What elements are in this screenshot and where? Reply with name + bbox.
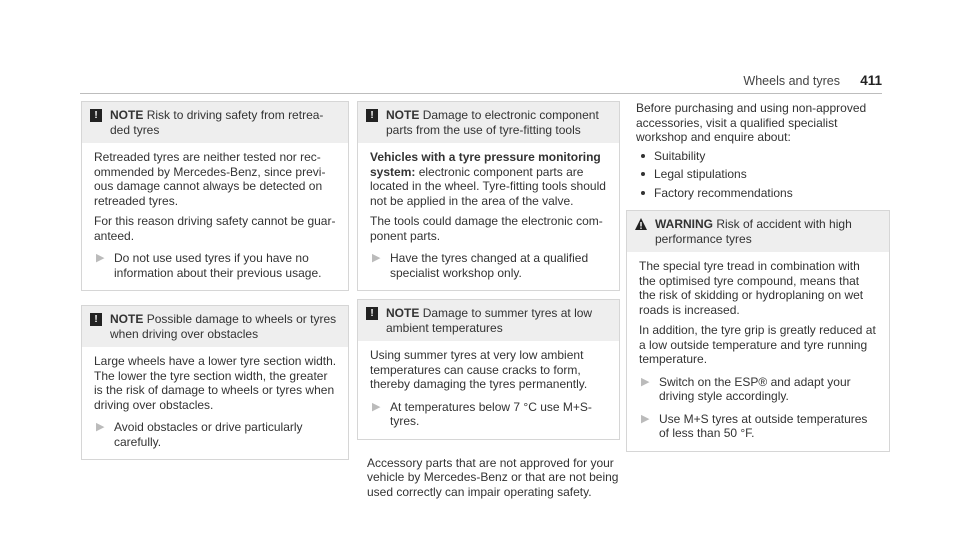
note-text: Using summer tyres at very low ambient temperatures can cause cracks to form, thereby damaging the tyres permanently. [370,348,588,391]
page-header [80,72,882,94]
exclamation-icon: ! [90,109,102,122]
arrow-right-icon: ▶ [641,375,650,388]
exclamation-icon: ! [90,313,102,326]
action-step [94,251,338,280]
action-text: Avoid obstacles or drive particularly carefully. [114,420,303,449]
warning-header [627,211,889,252]
body-paragraph: Accessory parts that are not approved for your vehicle by Mercedes-Benz or that are not being used correctly can impair operating safety. [367,455,619,499]
note-box-retreaded [81,101,349,291]
action-text: Switch on the ESP® and adapt your driving style accordingly. [659,374,851,403]
action-step [370,251,609,280]
note-title: Damage to summer tyres at low ambient temperatures [386,306,593,335]
page-number: 411 [860,73,882,88]
note-label: NOTE [110,312,144,326]
note-text-cont: electronic component parts are located in the wheel. Tyre-fitting tools should not be applied in the area of the valve. [370,164,606,208]
action-step [639,375,879,404]
note-text [370,150,609,208]
note-label: NOTE [386,306,420,320]
action-text: Do not use used tyres if you have no information about their previous usage. [114,251,322,280]
note-header [358,300,619,341]
warning-triangle-icon [634,217,648,231]
intro-paragraph: Before purchasing and using non-approved accessories, visit a qualified specialist workshop and enquire about: [636,101,867,144]
note-body [82,143,348,290]
list-item: Factory recommendations [636,186,890,201]
action-text: Use M+S tyres at outside temperatures of less than 50 °F. [659,411,868,440]
column-2 [357,101,620,505]
note-header [358,102,619,143]
action-step [94,420,338,449]
bullet-list [626,149,890,201]
header-divider [80,93,882,94]
section-title: Wheels and tyres [743,74,840,88]
action-text: At temperatures below 7 °C use M+S-tyres. [390,399,592,428]
note-text: For this reason driving safety cannot be guar-anteed. [94,214,336,243]
column-1 [81,101,349,468]
note-body [358,143,619,290]
list-item: Legal stipulations [636,167,890,182]
action-step [370,400,609,429]
warning-body [627,252,889,451]
exclamation-icon: ! [366,307,378,320]
action-step [639,412,879,441]
note-title: Damage to electronic component parts from the use of tyre-fitting tools [386,108,599,137]
note-body [358,341,619,439]
arrow-right-icon: ▶ [372,400,381,413]
warning-box [626,210,890,452]
note-box-summer-tyres [357,299,620,440]
action-text: Have the tyres changed at a qualified specialist workshop only. [390,251,589,280]
exclamation-icon: ! [366,109,378,122]
note-body [82,347,348,459]
keyword: Vehicles with a tyre pressure monitoring system: [370,150,601,179]
note-title: Risk to driving safety from retrea-ded tyres [110,108,324,137]
warning-text: In addition, the tyre grip is greatly reduced at a low outside temperature and tyre running temperature. [639,323,876,366]
list-item: Suitability [636,149,890,164]
arrow-right-icon: ▶ [641,412,650,425]
note-title: Possible damage to wheels or tyres when driving over obstacles [110,312,337,341]
note-box-electronic [357,101,620,291]
note-box-obstacles [81,305,349,460]
note-label: NOTE [110,108,144,122]
note-header [82,102,348,143]
note-text: The tools could damage the electronic com-ponent parts. [370,214,603,243]
note-header [82,306,348,347]
warning-text: The special tyre tread in combination with the optimised tyre compound, means that the risk of skidding or hydroplaning on wet roads is increased. [639,259,864,317]
arrow-right-icon: ▶ [372,252,381,264]
arrow-right-icon: ▶ [96,421,105,433]
note-text: Large wheels have a lower tyre section width. The lower the tyre section width, the greater is the risk of damage to wheels or tyres when driving over obstacles. [94,354,337,412]
warning-title: Risk of accident with high performance tyres [655,217,852,246]
warning-label: WARNING [655,217,713,231]
note-label: NOTE [386,108,420,122]
arrow-right-icon: ▶ [96,252,105,264]
note-text: Retreaded tyres are neither tested nor rec-ommended by Mercedes-Benz, since previ-ous damage cannot always be detected on retreaded tyres. [94,150,326,208]
column-3 [626,101,890,460]
